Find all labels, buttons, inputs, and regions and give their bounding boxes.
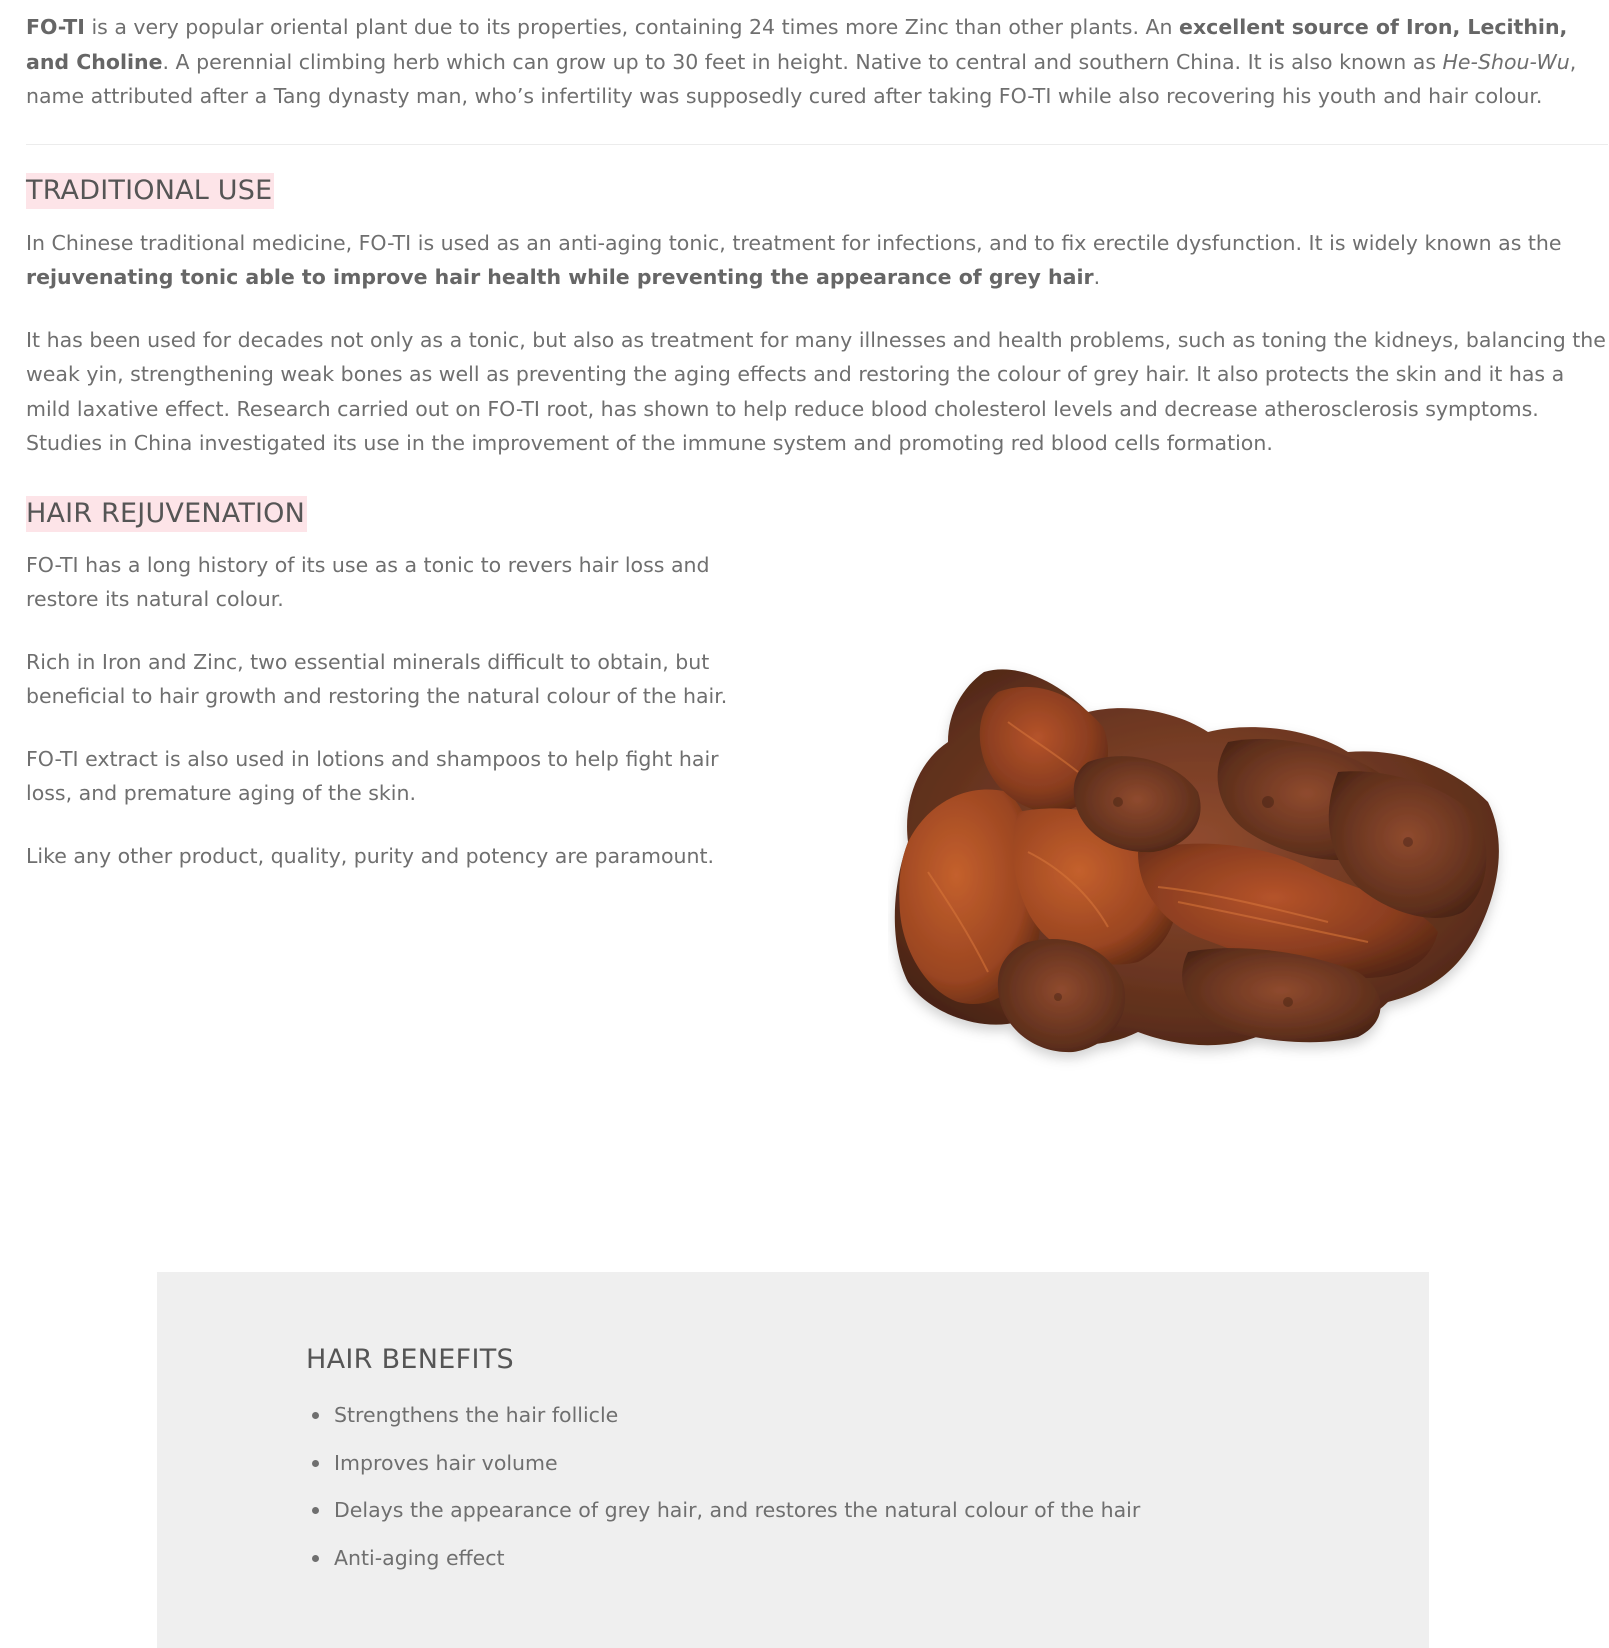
hair-benefits-panel [157,1272,1429,1648]
section-divider [26,144,1608,145]
benefit-text: Delays the appearance of grey hair, and restores the natural colour of the hair [334,1498,1141,1522]
traditional-paragraph-2: It has been used for decades not only as a tonic, but also as treatment for many illnesses and health problems, such as toning the kidneys, balancing the weak yin, strengthening weak bones as well as preventing the aging effects and restoring the colour of grey hair. It also protects the skin and it has a mild laxative effect. Research carried out on FO-TI root, has shown to help reduce blood cholesterol levels and decrease atherosclerosis symptoms. Studies in China investigated its use in the improvement of the immune system and promoting red blood cells formation. [26,327,1606,455]
intro-text-c: . A perennial climbing herb which can grow up to 30 feet in height. Native to central and southern China. It is also known as [162,49,1443,74]
hair-benefits-list [306,1392,1140,1582]
intro-bold-sources: excellent source of Iron, Lecithin, and Choline [26,15,1568,74]
intro-paragraph [26,10,1608,114]
intro-text-a: is a very popular oriental plant due to its properties, containing 24 times more Zinc than other plants. An [84,15,1180,39]
benefit-item [306,1487,1140,1535]
bullet-icon [312,1460,319,1467]
bullet-icon [312,1555,319,1562]
benefit-text: Anti-aging effect [334,1545,505,1570]
rejuvenation-paragraph: FO-TI has a long history of its use as a tonic to revers hair loss and restore its natural colour. [26,552,710,611]
hair-rejuvenation-text [26,548,766,902]
traditional-p1-text: In Chinese traditional medicine, FO-TI is used as an anti-aging tonic, treatment for infections, and to fix erectile dysfunction. It is widely known as the [26,230,1562,255]
intro-text-e: , name attributed after a Tang dynasty man, who’s infertility was supposedly cured after taking FO-TI while also recovering his youth and hair colour. [26,49,1577,108]
benefit-item [306,1392,1140,1440]
benefit-text: Strengthens the hair follicle [334,1403,619,1427]
article-content [26,10,1608,1132]
intro-name: FO-TI [26,15,85,39]
benefit-item [306,1535,1140,1583]
dried-root-slices-icon [888,652,1528,1092]
traditional-p1-end: . [1093,265,1101,289]
bullet-icon [312,1412,319,1419]
benefit-text: Improves hair volume [334,1450,558,1475]
benefit-item [306,1440,1140,1488]
traditional-paragraph-1 [26,226,1608,295]
bullet-icon [312,1507,319,1514]
intro-italic-name: He-Shou-Wu [1442,49,1570,74]
hair-rejuvenation-heading: HAIR REJUVENATION [26,496,307,532]
rejuvenation-paragraph: Rich in Iron and Zinc, two essential minerals difficult to obtain, but beneficial to hair growth and restoring the natural colour of the hair. [26,649,728,708]
rejuvenation-paragraph: FO-TI extract is also used in lotions and shampoos to help fight hair loss, and premature aging of the skin. [26,746,719,805]
traditional-use-heading: TRADITIONAL USE [26,173,274,209]
rejuvenation-paragraph: Like any other product, quality, purity and potency are paramount. [26,843,715,868]
hair-rejuvenation-row [26,532,1608,1132]
traditional-p1-bold: rejuvenating tonic able to improve hair health while preventing the appearance of grey hair [26,265,1094,289]
fo-ti-root-image [888,652,1528,1092]
hair-benefits-heading: HAIR BENEFITS [306,1344,514,1375]
